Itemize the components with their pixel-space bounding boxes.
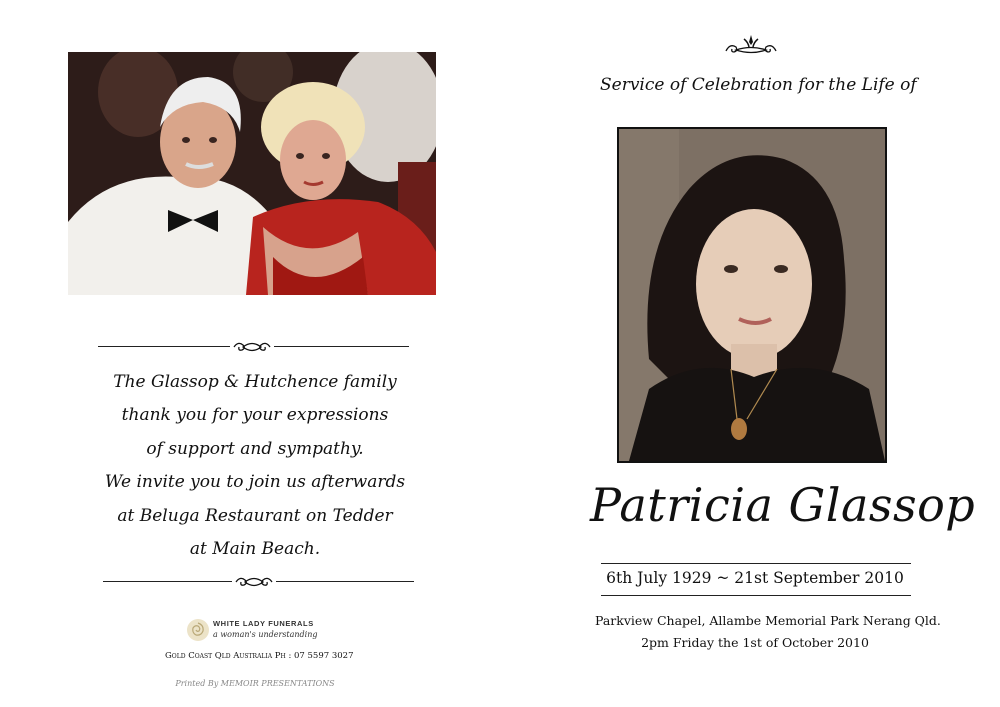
flourish-ornament-icon	[230, 339, 274, 355]
funeral-director-tagline: a woman's understanding	[213, 630, 318, 639]
thank-you-line: at Beluga Restaurant on Tedder	[117, 505, 393, 526]
thank-you-line: thank you for your expressions	[121, 405, 389, 426]
life-dates: 6th July 1929 ~ 21st September 2010	[606, 569, 904, 587]
fleur-ornament-icon	[724, 33, 778, 57]
thank-you-line: at Main Beach.	[189, 539, 321, 560]
portrait-photo	[617, 127, 887, 463]
service-heading: Service of Celebration for the Life of	[600, 75, 917, 95]
deceased-name: Patricia Glassop	[590, 478, 976, 532]
couple-photo	[68, 52, 436, 295]
thank-you-message	[90, 366, 420, 566]
dates-bottom-rule	[601, 595, 911, 596]
funeral-director-address: Gold Coast Qld Australia Ph : 07 5597 3027	[165, 651, 354, 661]
dates-top-rule	[601, 563, 911, 564]
service-venue: Parkview Chapel, Allambe Memorial Park Nerang Qld.	[595, 613, 941, 628]
funeral-director-name: WHITE LADY FUNERALS	[213, 619, 314, 628]
rose-icon	[185, 617, 211, 643]
service-time: 2pm Friday the 1st of October 2010	[641, 635, 869, 650]
thank-you-line: of support and sympathy.	[146, 438, 364, 459]
thank-you-line: We invite you to join us afterwards	[104, 472, 406, 493]
printer-credit: Printed By MEMOIR PRESENTATIONS	[175, 679, 335, 688]
flourish-ornament-icon	[232, 574, 276, 590]
thank-you-line: The Glassop & Hutchence family	[113, 372, 397, 392]
